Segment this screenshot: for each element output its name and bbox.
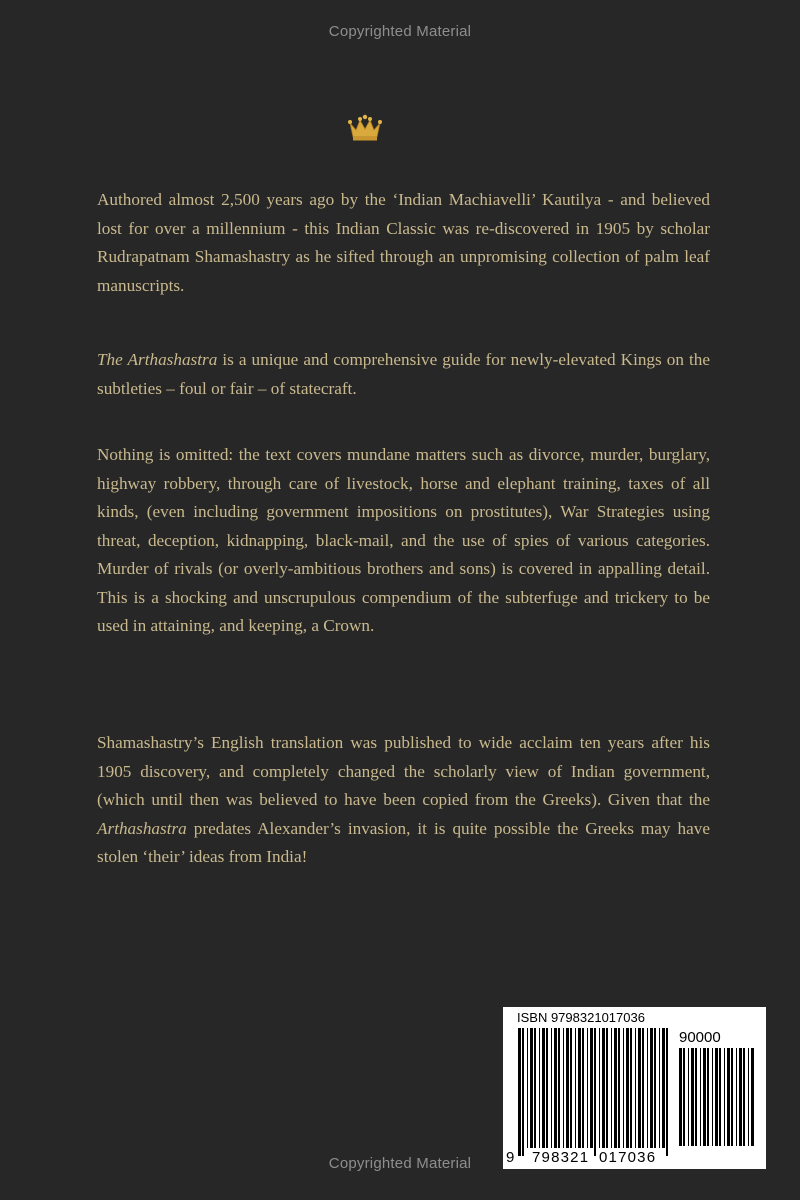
blurb-paragraph-4 <box>97 729 710 872</box>
barcode-bar <box>650 1028 653 1148</box>
barcode-bar <box>691 1048 694 1146</box>
barcode-bar <box>566 1028 569 1148</box>
ean-barcode <box>518 1028 673 1158</box>
blurb-paragraph-4-text-b: predates Alexander’s invasion, it is quite possible the Greeks may have stolen ‘their’ ideas from India! <box>97 818 710 866</box>
price-code: 90000 <box>679 1029 721 1046</box>
barcode-bar <box>575 1028 576 1148</box>
barcode-bar <box>707 1048 709 1146</box>
barcode-bar <box>582 1028 584 1148</box>
barcode-bar <box>666 1028 668 1156</box>
isbn-barcode-box <box>503 1007 766 1169</box>
barcode-bar <box>539 1028 540 1148</box>
barcode-bar <box>688 1048 689 1146</box>
barcode-bar <box>599 1028 600 1148</box>
barcode-bar <box>587 1028 588 1148</box>
barcode-bar <box>606 1028 608 1148</box>
barcode-digit-lead: 9 <box>506 1149 516 1166</box>
barcode-bar <box>623 1028 624 1148</box>
blurb-paragraph-4-text-a: Shamashastry’s English translation was published to wide acclaim ten years after his 1905 discovery, and completely changed the scholarly view of Indian government, (which until then was believed to have been copied from the Greeks). Given that the <box>97 733 710 809</box>
blurb-paragraph-2-text: is a unique and comprehensive guide for newly-elevated Kings on the subtleties – foul or fair – of statecraft. <box>97 350 710 398</box>
blurb-paragraph-3: Nothing is omitted: the text covers mundane matters such as divorce, murder, burglary, highway robbery, through care of livestock, horse and elephant training, taxes of all kinds, (even including government impositions on prostitutes), War Strategies using threat, deception, kidnapping, black-mail, and the use of spies of various categories. Murder of rivals (or overly-ambitious brothers and sons) is covered in appalling detail. This is a shocking and unscrupulous compendium of the subterfuge and trickery to be used in attaining, and keeping, a Crown. <box>97 445 710 635</box>
barcode-bar <box>563 1028 564 1148</box>
barcode-bar <box>522 1028 524 1156</box>
barcode-bar <box>570 1028 572 1148</box>
crown-icon <box>347 114 383 142</box>
book-title-italic-2: Arthashastra <box>97 818 187 838</box>
barcode-bar <box>518 1028 521 1156</box>
blurb-paragraph-1: Authored almost 2,500 years ago by the ‘Indian Machiavelli’ Kautilya - and believed lost for over a millennium - this Indian Classic was re-discovered in 1905 by scholar Rudrapatnam Shamashastry as he sifted through an unpromising collection of palm leaf manuscripts. <box>97 190 710 295</box>
barcode-bar <box>751 1048 754 1146</box>
barcode-bar <box>530 1028 533 1148</box>
barcode-bar <box>554 1028 557 1148</box>
isbn-label: ISBN 9798321017036 <box>517 1010 645 1025</box>
barcode-bar <box>700 1048 701 1146</box>
barcode-bar <box>724 1048 725 1146</box>
barcode-bar <box>703 1048 706 1146</box>
barcode-bar <box>558 1028 560 1148</box>
barcode-bar <box>739 1048 742 1146</box>
barcode-bar <box>695 1048 697 1146</box>
barcode-bar <box>614 1028 617 1148</box>
barcode-bar <box>748 1048 749 1146</box>
barcode-bar <box>743 1048 745 1146</box>
barcode-bar <box>719 1048 721 1146</box>
barcode-bar <box>654 1028 656 1148</box>
barcode-bar <box>647 1028 648 1148</box>
barcode-bar <box>594 1028 596 1156</box>
barcode-bar <box>712 1048 713 1146</box>
barcode-bar <box>630 1028 632 1148</box>
barcode-bar <box>635 1028 636 1148</box>
barcode-bar <box>542 1028 545 1148</box>
copyright-watermark-top: Copyrighted Material <box>328 23 472 40</box>
copyright-watermark-bottom: Copyrighted Material <box>328 1155 472 1172</box>
barcode-bar <box>602 1028 605 1148</box>
barcode-bar <box>736 1048 737 1146</box>
barcode-bar <box>727 1048 730 1146</box>
barcode-bar <box>546 1028 548 1148</box>
barcode-bar <box>578 1028 581 1148</box>
barcode-bar <box>590 1028 593 1148</box>
barcode-bar <box>626 1028 629 1148</box>
blurb-paragraph-2 <box>97 346 710 403</box>
barcode-bar <box>527 1028 528 1148</box>
barcode-bar <box>715 1048 718 1146</box>
barcode-bar <box>642 1028 644 1148</box>
barcode-bar <box>683 1048 685 1146</box>
barcode-bar <box>638 1028 641 1148</box>
barcode-bar <box>618 1028 620 1148</box>
book-title-italic: The Arthashastra <box>97 350 218 369</box>
barcode-bar <box>534 1028 536 1148</box>
barcode-bar <box>731 1048 733 1146</box>
barcode-bar <box>551 1028 552 1148</box>
addon-barcode <box>679 1048 759 1148</box>
barcode-digit-group-2: 017036 <box>599 1149 657 1166</box>
barcode-bar <box>679 1048 682 1146</box>
barcode-bar <box>662 1028 665 1148</box>
barcode-bar <box>611 1028 612 1148</box>
barcode-bar <box>659 1028 660 1148</box>
barcode-digit-group-1: 798321 <box>532 1149 590 1166</box>
